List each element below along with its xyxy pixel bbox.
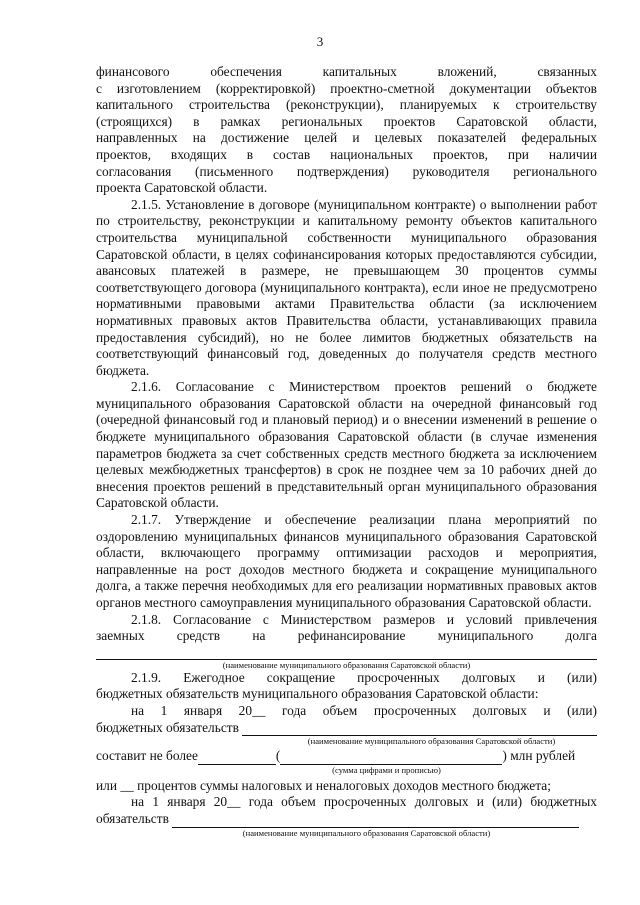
percent-line: или __ процентов суммы налоговых и неналоговых доходов местного бюджета; xyxy=(96,777,551,793)
amount-caption: (сумма цифрами и прописью) xyxy=(332,764,441,775)
paragraph-2-1-8-line1: 2.1.8. Согласование с Министерством размеров и условий привлечения xyxy=(131,611,597,627)
municipality-name-blank-2 xyxy=(242,722,597,736)
paragraph-2-1-9-line1: 2.1.9. Ежегодное сокращение просроченных долговых и (или) xyxy=(131,669,597,685)
intro-line-last: проекта Саратовской области. xyxy=(96,180,268,196)
paragraph-2-1-7: 2.1.7. Утверждение и обеспечение реализации плана мероприятий по оздоровлению муниципальных финансов муниципального образования Саратовской области, включающего программу оптимизации расходов и мероприятия, направленные на рост доходов местного бюджета и сокращение муниципального долга, а также перечня необходимых для его реализации нормативных правовых актов органов местного самоуправления муниципального образования Саратовской области. xyxy=(96,512,597,610)
intro-line: проектов, входящих в состав национальных проектов, при наличии xyxy=(96,146,597,162)
paragraph-2-1-8-line2: заемных средств на рефинансирование муниципального долга xyxy=(96,628,597,644)
intro-line: (строящихся) в рамках региональных проектов Саратовской области, xyxy=(96,113,597,129)
paragraph-2-1-9-jan1-second: на 1 января 20__ года объем просроченных долговых и (или) бюджетных xyxy=(131,794,597,810)
obligations-row xyxy=(96,720,597,737)
document-body xyxy=(96,64,597,838)
amount-open-paren: ( xyxy=(275,748,281,764)
municipality-name-caption: (наименование муниципального образования Саратовской области) xyxy=(222,659,471,670)
obligations-label: бюджетных обязательств xyxy=(96,719,239,735)
paragraph-2-1-9-jan1: на 1 января 20__ года объем просроченных долговых и (или) xyxy=(131,702,597,718)
amount-number-blank xyxy=(198,752,276,765)
intro-line: с изготовлением (корректировкой) проектно-сметной документации объектов xyxy=(96,80,597,96)
intro-line: капитального строительства (реконструкции), планируемых к строительству xyxy=(96,97,597,113)
paragraph-2-1-6: 2.1.6. Согласование с Министерством проектов решений о бюджете муниципального образования Саратовской области на очередной финансовый год (очередной финансовый год и плановый период) и о внесении изменений в решение о бюджете муниципального образования Саратовской области (в случае изменения параметров бюджета за счет собственных средств местного бюджета за исключением целевых межбюджетных трансфертов) в срок не позднее чем за 10 рабочих дней до внесения проектов решений в представительный орган муниципального образования Саратовской области. xyxy=(96,379,597,511)
intro-line: согласования (письменного подтверждения) руководителя регионального xyxy=(96,163,597,179)
amount-words-blank xyxy=(280,752,502,765)
amount-row xyxy=(96,748,597,765)
paragraph-2-1-5: 2.1.5. Установление в договоре (муниципальном контракте) о выполнении работ по строительству, реконструкции и капитальному ремонту объектов капитального строительства муниципальной собственности муниципального образования Саратовской области, в целях софинансирования которых предоставляются субсидии, авансовых платежей в размере, не превышающем 30 процентов суммы соответствующего договора (муниципального контракта), если иное не предусмотрено нормативными правовыми актами Правительства области (за исключением нормативных правовых актов Правительства области, устанавливающих правила предоставления субсидий), но не более лимитов бюджетных обязательств на соответствующий финансовый год, доведенных до получателя средств местного бюджета. xyxy=(96,196,597,378)
intro-line: направленных на достижение целей и целевых показателей федеральных xyxy=(96,130,597,146)
municipality-name-caption-2: (наименование муниципального образования Саратовской области) xyxy=(307,736,556,747)
municipality-name-blank-3 xyxy=(172,814,579,828)
municipality-name-caption-3: (наименование муниципального образования Саратовской области) xyxy=(242,827,491,838)
intro-line: финансового обеспечения капитальных вложений, связанных xyxy=(96,64,597,79)
municipality-name-blank xyxy=(96,647,597,660)
amount-suffix: ) млн рублей xyxy=(502,748,576,764)
page-number: 3 xyxy=(316,34,324,49)
obligations-row-2 xyxy=(96,811,597,828)
paragraph-2-1-9-line2: бюджетных обязательств муниципального образования Саратовской области: xyxy=(96,686,539,702)
obligations-label-2: обязательств xyxy=(96,810,169,826)
amount-prefix: составит не более xyxy=(96,748,198,764)
